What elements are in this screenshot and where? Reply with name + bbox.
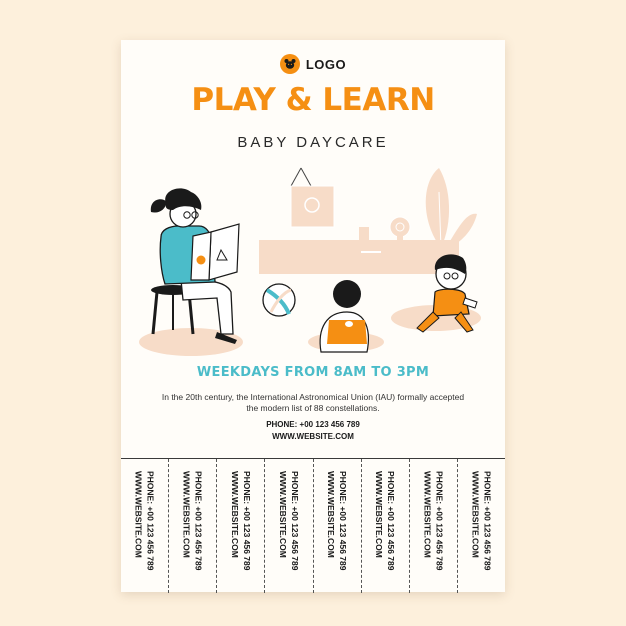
- tab-website: WWW.WEBSITE.COM: [326, 471, 337, 558]
- tab-phone: PHONE: +00 123 456 789: [338, 471, 349, 571]
- page-title: PLAY & LEARN: [191, 82, 435, 118]
- tear-off-tab[interactable]: [169, 459, 217, 593]
- contact-website: WWW.WEBSITE.COM: [272, 432, 354, 441]
- wall-frame: [291, 186, 334, 227]
- tear-off-tab[interactable]: [217, 459, 265, 593]
- tab-phone: PHONE: +00 123 456 789: [434, 471, 445, 571]
- ball: [263, 284, 295, 316]
- tear-off-tab[interactable]: [265, 459, 313, 593]
- tear-off-tab[interactable]: [458, 459, 505, 593]
- logo: [121, 54, 505, 74]
- tab-website: WWW.WEBSITE.COM: [133, 471, 144, 558]
- bear-icon: [280, 54, 300, 74]
- tab-website: WWW.WEBSITE.COM: [181, 471, 192, 558]
- shelf: [259, 240, 459, 274]
- tab-phone: PHONE: +00 123 456 789: [241, 471, 252, 571]
- plant: [426, 168, 449, 248]
- tab-website: WWW.WEBSITE.COM: [422, 471, 433, 558]
- logo-text: LOGO: [305, 56, 347, 72]
- tab-phone: PHONE: +00 123 456 789: [482, 471, 493, 571]
- tab-website: WWW.WEBSITE.COM: [470, 471, 481, 558]
- teacher-figure: [151, 188, 239, 344]
- contact-phone: PHONE: +00 123 456 789: [266, 420, 360, 429]
- tab-phone: PHONE: +00 123 456 789: [386, 471, 397, 571]
- tab-phone: PHONE: +00 123 456 789: [193, 471, 204, 571]
- tear-off-tab[interactable]: [121, 459, 169, 593]
- schedule-text: WEEKDAYS FROM 8AM TO 3PM: [196, 365, 430, 380]
- tab-phone: PHONE: +00 123 456 789: [289, 471, 300, 571]
- tear-off-tabs: [121, 458, 505, 593]
- tear-off-tab[interactable]: [410, 459, 458, 593]
- flyer: [121, 40, 505, 592]
- tab-phone: PHONE: +00 123 456 789: [145, 471, 156, 571]
- tab-website: WWW.WEBSITE.COM: [229, 471, 240, 558]
- description: In the 20th century, the International Astronomical Union (IAU) formally accepted the modern list of 88 constellations.: [161, 392, 465, 413]
- page-subtitle: BABY DAYCARE: [237, 134, 389, 151]
- daycare-illustration: [121, 152, 505, 357]
- tab-website: WWW.WEBSITE.COM: [277, 471, 288, 558]
- tab-website: WWW.WEBSITE.COM: [374, 471, 385, 558]
- tear-off-tab[interactable]: [314, 459, 362, 593]
- tear-off-tab[interactable]: [362, 459, 410, 593]
- girl-figure: [320, 280, 368, 352]
